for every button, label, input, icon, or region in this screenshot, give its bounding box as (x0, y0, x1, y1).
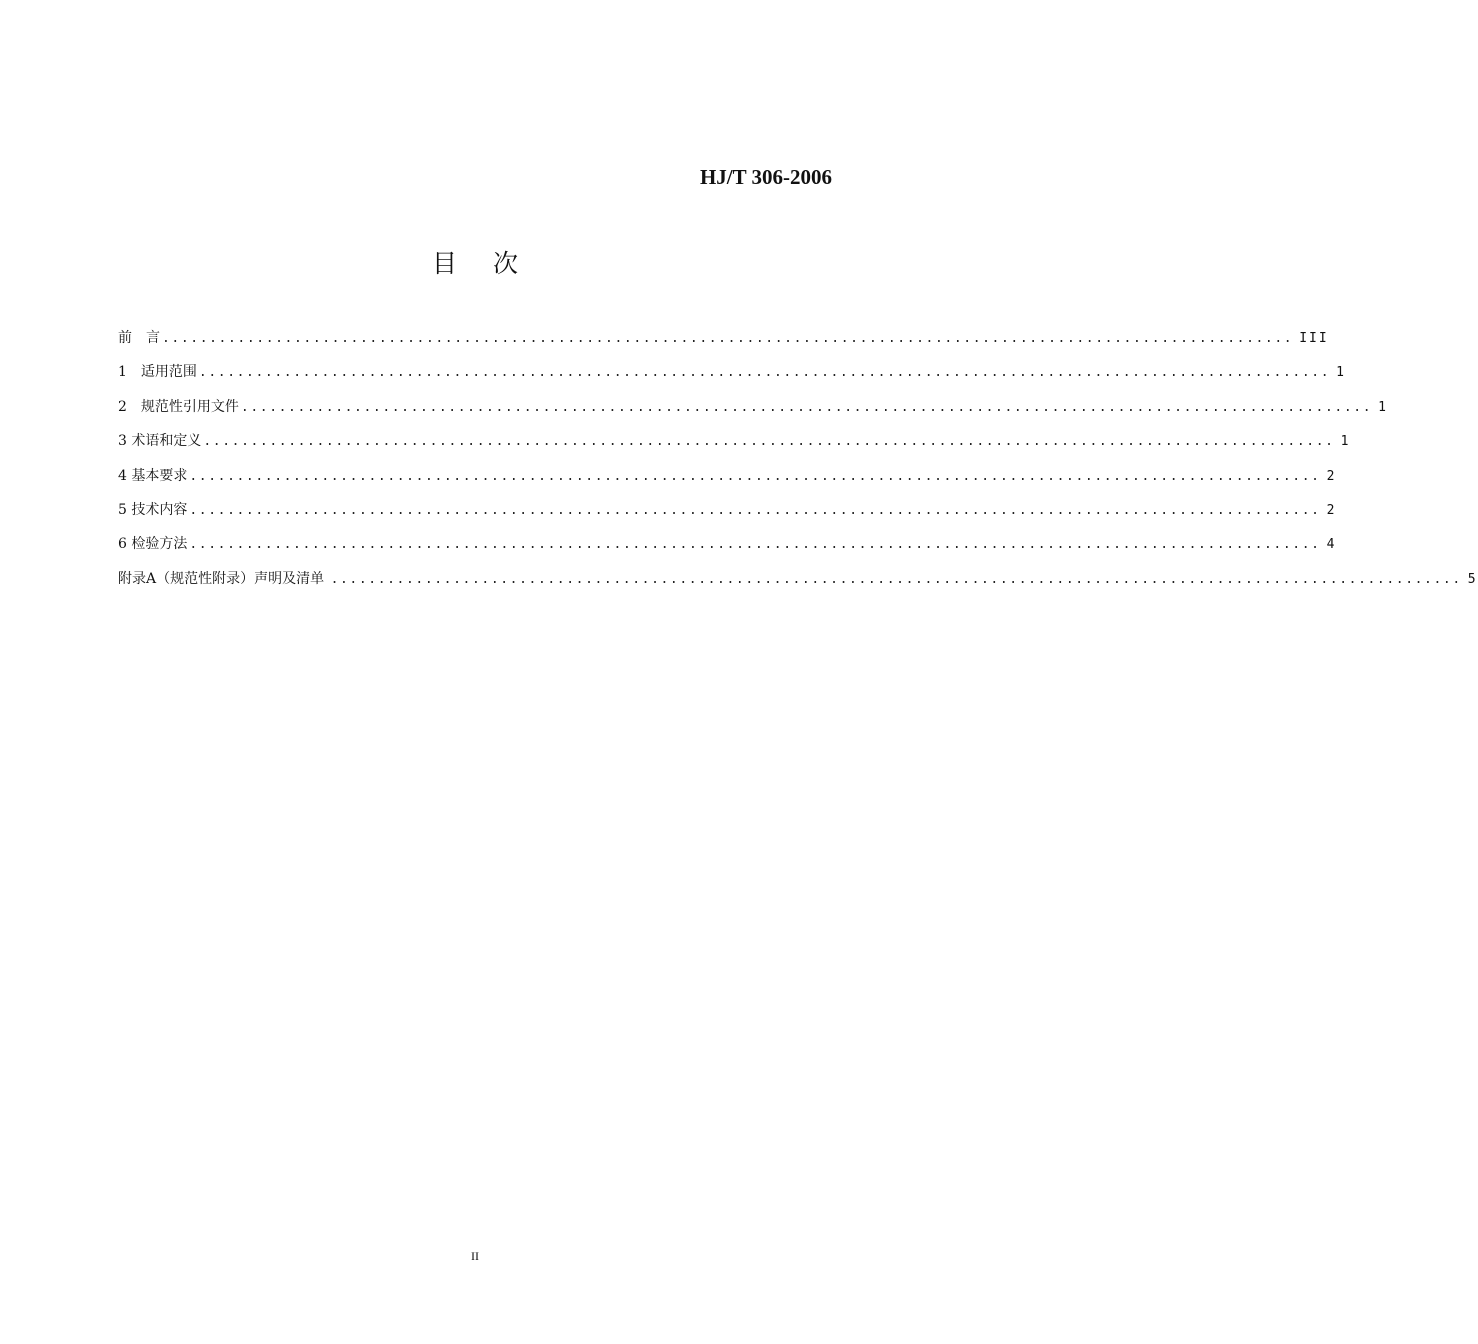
toc-leader-dots: ........................................................................................................................ (162, 331, 1294, 346)
toc-entry-basic-requirements[interactable] (118, 466, 1337, 500)
page-title: 目 次 (432, 249, 532, 278)
toc-entry-label: 前 言 (118, 330, 160, 346)
toc-entry-label: 3 术语和定义 (118, 433, 202, 450)
toc-leader-dots: ........................................................................................................................ (189, 502, 1321, 518)
toc-entry-page: 4 (1326, 537, 1337, 553)
toc-entry-label: 5 技术内容 (118, 501, 188, 518)
toc-entry-label: 附录A（规范性附录）声明及清单 (118, 570, 329, 587)
toc-entry-page: 5 (1467, 571, 1478, 587)
toc-entry-page: 1 (1336, 365, 1346, 381)
toc-entry-page: 2 (1326, 502, 1337, 518)
toc-entry-technical-content[interactable] (118, 500, 1337, 534)
toc-entry-page: 1 (1378, 399, 1388, 415)
toc-entry-terms-definitions[interactable] (118, 431, 1351, 465)
toc-leader-dots: ........................................................................................................................ (189, 537, 1321, 553)
toc-leader-dots: ........................................................................................................................ (240, 399, 1373, 415)
toc-entry-scope[interactable] (118, 362, 1346, 396)
table-of-contents (118, 328, 1478, 603)
toc-entry-page: 2 (1326, 468, 1337, 484)
toc-entry-normative-references[interactable] (118, 397, 1388, 431)
page-number: II (471, 1249, 479, 1263)
toc-leader-dots: ........................................................................................................................ (198, 365, 1331, 381)
toc-entry-test-methods[interactable] (118, 534, 1337, 568)
toc-entry-page: III (1299, 331, 1329, 346)
toc-leader-dots: ........................................................................................................................ (203, 434, 1335, 450)
toc-leader-dots: ........................................................................................................................ (330, 571, 1462, 587)
toc-entry-label: 1 适用范围 (118, 364, 197, 381)
toc-entry-appendix-a[interactable] (118, 569, 1478, 603)
toc-entry-label: 4 基本要求 (118, 467, 188, 484)
toc-entry-foreword[interactable] (118, 328, 1329, 362)
toc-entry-page: 1 (1340, 434, 1351, 450)
toc-entry-label: 2 规范性引用文件 (118, 398, 239, 415)
standard-code: HJ/T 306-2006 (699, 165, 832, 189)
toc-leader-dots: ........................................................................................................................ (189, 468, 1321, 484)
toc-entry-label: 6 检验方法 (118, 536, 188, 553)
